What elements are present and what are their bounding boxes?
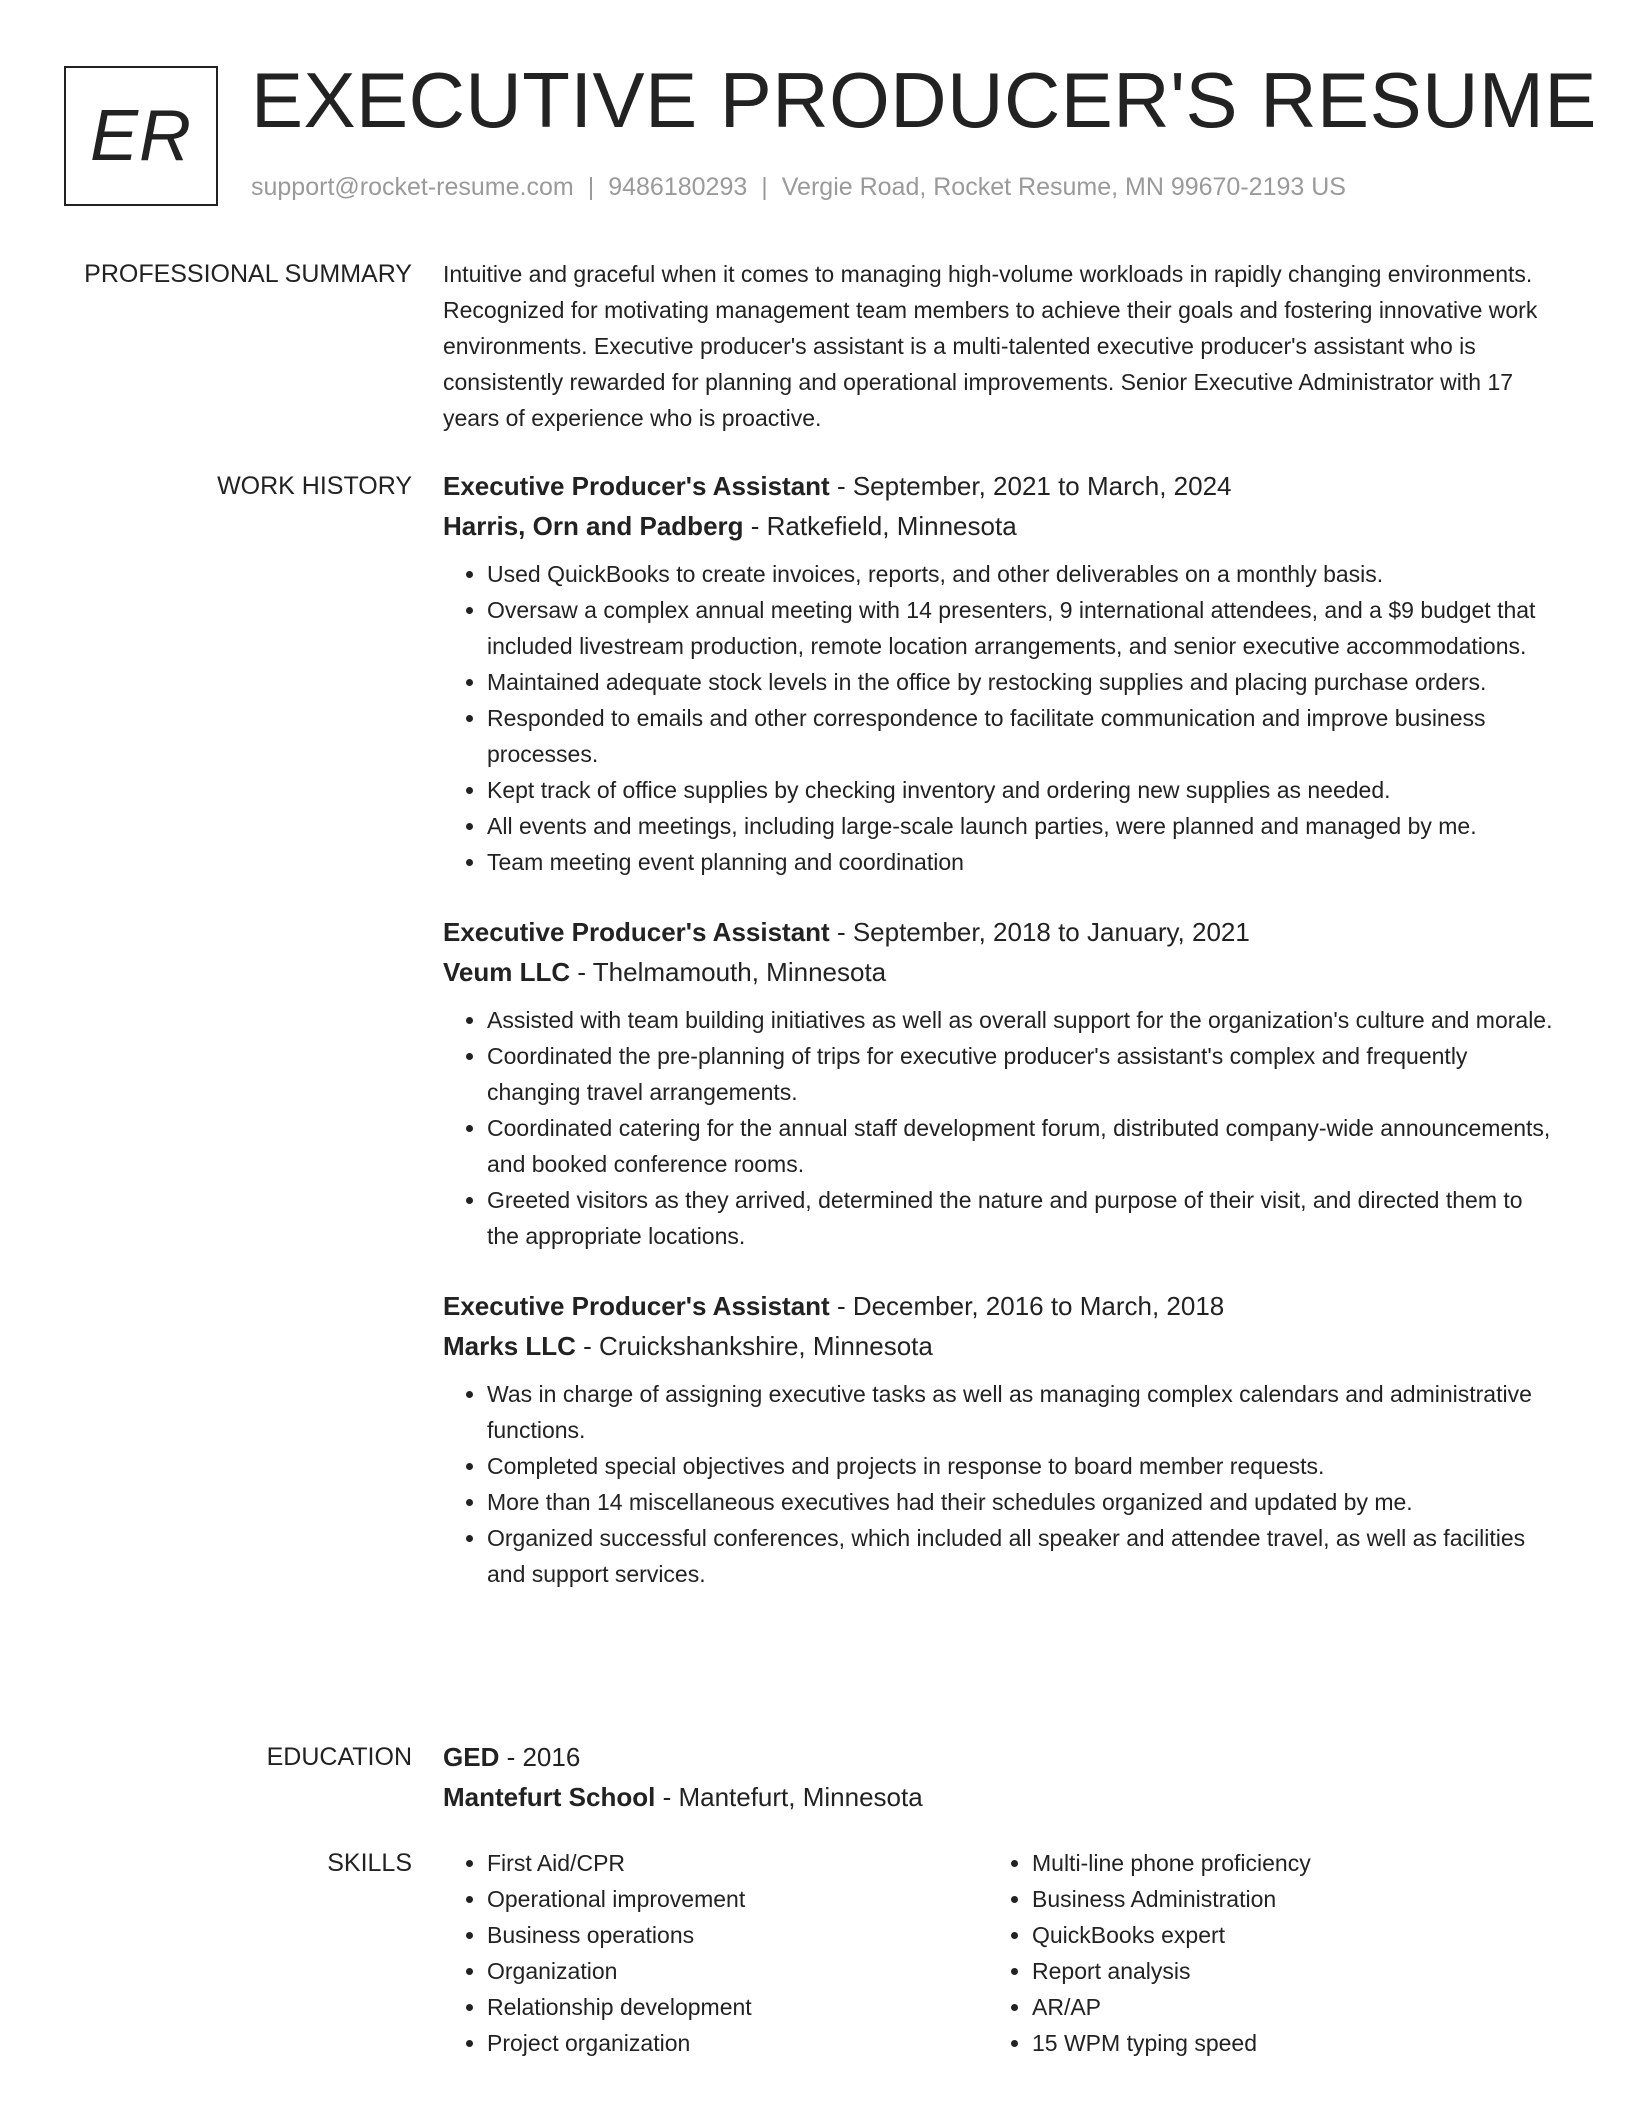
education-school: Mantefurt School xyxy=(443,1782,656,1812)
contact-line xyxy=(251,172,1346,202)
job-company-line xyxy=(443,1326,1558,1366)
contact-address: Vergie Road, Rocket Resume, MN 99670-2193 US xyxy=(781,173,1346,201)
job-entry xyxy=(443,466,1558,880)
job-dates: - September, 2021 to March, 2024 xyxy=(829,471,1232,501)
skill-item: • Multi-line phone proficiency xyxy=(1032,1845,1533,1881)
job-company: Veum LLC xyxy=(443,957,571,987)
job-location: - Cruickshankshire, Minnesota xyxy=(575,1331,933,1361)
job-bullet: • Used QuickBooks to create invoices, reports, and other deliverables on a monthly basis. xyxy=(487,556,1558,592)
job-location: - Ratkefield, Minnesota xyxy=(743,511,1017,541)
skill-item: • Organization xyxy=(487,1953,988,1989)
summary-heading: PROFESSIONAL SUMMARY xyxy=(84,260,412,288)
education-heading: EDUCATION xyxy=(266,1743,412,1771)
job-bullet: • Completed special objectives and projects in response to board member requests. xyxy=(487,1448,1558,1484)
skills-column-right xyxy=(988,1845,1533,2061)
job-bullet: • Kept track of office supplies by checking inventory and ordering new supplies as needed. xyxy=(487,772,1558,808)
job-bullet-list xyxy=(443,1002,1558,1254)
work-history-body xyxy=(443,466,1558,1592)
resume-title: EXECUTIVE PRODUCER'S RESUME xyxy=(251,56,1597,144)
job-title-line xyxy=(443,912,1558,952)
job-bullet: • Coordinated catering for the annual staff development forum, distributed company-wide announcements, and booked conference rooms. xyxy=(487,1110,1558,1182)
job-entry xyxy=(443,1286,1558,1592)
job-dates: - September, 2018 to January, 2021 xyxy=(829,917,1250,947)
job-bullet-list xyxy=(443,556,1558,880)
skill-item: • Project organization xyxy=(487,2025,988,2061)
skill-item: • AR/AP xyxy=(1032,1989,1533,2025)
job-company-line xyxy=(443,506,1558,546)
summary-body xyxy=(443,256,1558,436)
skill-item: • 15 WPM typing speed xyxy=(1032,2025,1533,2061)
skill-item: • First Aid/CPR xyxy=(487,1845,988,1881)
job-bullet: • Responded to emails and other correspondence to facilitate communication and improve business processes. xyxy=(487,700,1558,772)
monogram-box xyxy=(64,66,218,206)
job-company: Marks LLC xyxy=(443,1331,576,1361)
skill-item: • QuickBooks expert xyxy=(1032,1917,1533,1953)
work-history-heading: WORK HISTORY xyxy=(217,472,412,500)
job-bullet: • Coordinated the pre-planning of trips for executive producer's assistant's complex and frequently changing travel arrangements. xyxy=(487,1038,1558,1110)
job-title: Executive Producer's Assistant xyxy=(443,917,830,947)
skills-heading: SKILLS xyxy=(327,1849,412,1877)
skill-item: • Report analysis xyxy=(1032,1953,1533,1989)
skill-item: • Business operations xyxy=(487,1917,988,1953)
job-bullet: • Oversaw a complex annual meeting with 14 presenters, 9 international attendees, and a $9 budget that included livestream production, remote location arrangements, and senior executive accommodations. xyxy=(487,592,1558,664)
job-bullet: • Greeted visitors as they arrived, determined the nature and purpose of their visit, and directed them to the appropriate locations. xyxy=(487,1182,1558,1254)
job-bullet: • Team meeting event planning and coordination xyxy=(487,844,1558,880)
job-title: Executive Producer's Assistant xyxy=(443,471,830,501)
contact-email: support@rocket-resume.com xyxy=(251,173,574,201)
skill-item: • Relationship development xyxy=(487,1989,988,2025)
education-school-line xyxy=(443,1777,1558,1817)
job-company: Harris, Orn and Padberg xyxy=(443,511,744,541)
contact-phone: 9486180293 xyxy=(608,173,748,201)
job-location: - Thelmamouth, Minnesota xyxy=(570,957,887,987)
job-bullet-list xyxy=(443,1376,1558,1592)
job-bullet: • Maintained adequate stock levels in the office by restocking supplies and placing purchase orders. xyxy=(487,664,1558,700)
job-entry xyxy=(443,912,1558,1254)
job-bullet: • Was in charge of assigning executive tasks as well as managing complex calendars and administrative functions. xyxy=(487,1376,1558,1448)
education-degree: GED xyxy=(443,1742,500,1772)
job-dates: - December, 2016 to March, 2018 xyxy=(829,1291,1225,1321)
education-location: - Mantefurt, Minnesota xyxy=(655,1782,923,1812)
skill-item: • Business Administration xyxy=(1032,1881,1533,1917)
skills-body xyxy=(443,1845,1558,2061)
job-bullet: • Organized successful conferences, which included all speaker and attendee travel, as well as facilities and support services. xyxy=(487,1520,1558,1592)
job-title: Executive Producer's Assistant xyxy=(443,1291,830,1321)
skill-item: • Operational improvement xyxy=(487,1881,988,1917)
job-bullet: • Assisted with team building initiatives as well as overall support for the organization's culture and morale. xyxy=(487,1002,1558,1038)
skills-columns xyxy=(443,1845,1558,2061)
education-body xyxy=(443,1737,1558,1817)
skills-list-left xyxy=(443,1845,988,2061)
job-bullet: • All events and meetings, including large-scale launch parties, were planned and managed by me. xyxy=(487,808,1558,844)
job-title-line xyxy=(443,1286,1558,1326)
education-degree-line xyxy=(443,1737,1558,1777)
education-year: - 2016 xyxy=(499,1742,581,1772)
skills-list-right xyxy=(988,1845,1533,2061)
contact-separator: | xyxy=(761,173,768,201)
job-company-line xyxy=(443,952,1558,992)
skills-column-left xyxy=(443,1845,988,2061)
monogram-initials: ER xyxy=(89,96,193,176)
contact-separator: | xyxy=(587,173,595,201)
job-bullet: • More than 14 miscellaneous executives had their schedules organized and updated by me. xyxy=(487,1484,1558,1520)
job-title-line xyxy=(443,466,1558,506)
summary-text: Intuitive and graceful when it comes to managing high-volume workloads in rapidly changing environments. Recognized for motivating management team members to achieve their goals and fostering innovative work environments. Executive producer's assistant is a multi-talented executive producer's assistant who is consistently rewarded for planning and operational improvements. Senior Executive Administrator with 17 years of experience who is proactive. xyxy=(443,261,1538,431)
